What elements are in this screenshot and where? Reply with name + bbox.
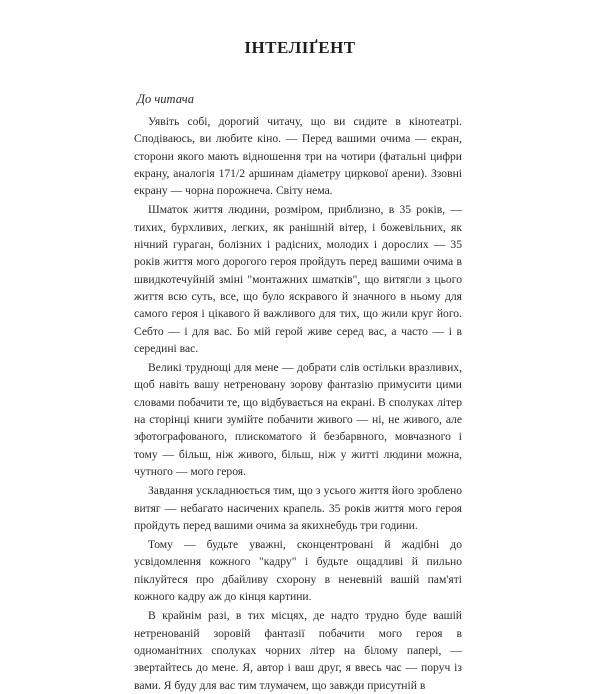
paragraph: Шматок життя людини, розміром, приблизно, в 35 років, — тихих, бурхливих, легких, як ранішній вітер, і божевільних, як нічний гураган, болізних і радісних, молодих і дорослих — 35 років життя мого дорогого героя пройдуть перед вашими очима в швидкотечуйній зміні "монтажних шматків", що витягли з цього життя всю суть, все, що було яскравого й значного в ньому для самого героя і цікавого й важливого для тих, що жили круг його. Себто — і для вас. Бо мій герой живе серед вас, а часто — і в середині вас. (134, 203, 462, 355)
salutation: До читача (137, 92, 195, 106)
paragraph: В крайнім разі, в тих місцях, де надто трудно буде вашій нетренованій зоровій фантазії побачити мого героя в одноманітних сполуках чорних літер на білому папері, — звертайтесь до мене. Я, автор і ваш друг, я ввесь час — поруч із вами. Я буду для вас тим тлумачем, що завжди присутній в (134, 609, 462, 692)
body-text (134, 113, 462, 694)
paragraph: Великі труднощі для мене — добрати слів остільки вразливих, щоб навіть вашу нетреновану зорову фантазію примусити цими словами побачити те, що відбувається на екрані. В сполуках літер на сторінці книги зумійте побачити живого — ні, не живого, але зфотографованого, плискоматого й безбарвного, мовчазного і тому — більш, ніж живого, більш, ніж у житті людини можна, чутного — мого героя. (134, 361, 462, 478)
chapter-title: ІНТЕЛІҐЕНТ (244, 38, 356, 57)
paragraph: Завдання ускладнюється тим, що з усього життя його зроблено витяг — небагато насичених крапель. 35 років життя мого героя пройдуть перед вашими очима за якихнебудь три години. (134, 484, 462, 532)
paragraph: Уявіть собі, дорогий читачу, що ви сидите в кінотеатрі. Сподіваюсь, ви любите кіно. — Перед вашими очима — екран, сторони якого мають відношення три на чотири (фатальні цифри екрану, аналогія 171/2 аршинам діаметру циркової арени). Ззовні екрану — чорна порожнеча. Світу нема. (134, 115, 462, 198)
paragraph: Тому — будьте уважні, сконцентровані й жадібні до усвідомлення кожного "кадру" і будьте ощадливі й пильно піклуйтеся про дбайливу схорону в неневній вашій пам'яті кожного кадру аж до кінця картини. (134, 538, 462, 604)
